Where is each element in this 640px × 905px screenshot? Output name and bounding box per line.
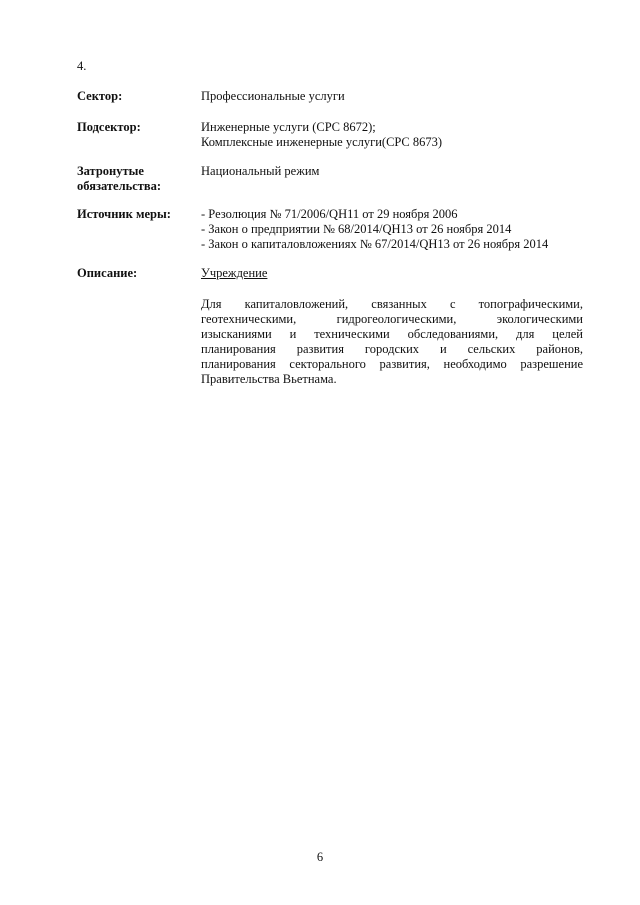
description-heading-wrap: [201, 266, 583, 281]
description-paragraph: [201, 297, 583, 387]
description-heading: Учреждение: [201, 266, 268, 280]
subsector-label: Подсектор:: [77, 120, 141, 134]
measure-source-line: - Закон о предприятии № 68/2014/QH13 от 26 ноября 2014: [201, 222, 512, 236]
sector-label: Сектор:: [77, 89, 123, 103]
measure-source-value: [201, 207, 583, 252]
description-line: геотехническими, гидрогеологическими, экологическими: [201, 312, 583, 326]
subsector-value: [201, 120, 583, 150]
description-line: планирования развития городских и сельских районов,: [201, 342, 583, 356]
sector-value-text: Профессиональные услуги: [201, 89, 345, 103]
measure-source-line: - Резолюция № 71/2006/QH11 от 29 ноября 2006: [201, 207, 458, 221]
subsector-line: Инженерные услуги (CPC 8672);: [201, 120, 376, 134]
sector-value: [201, 89, 583, 104]
obligations-label-line: обязательства:: [77, 179, 162, 193]
obligations-value-text: Национальный режим: [201, 164, 320, 178]
subsector-line: Комплексные инженерные услуги(CPC 8673): [201, 135, 443, 149]
obligations-value: [201, 164, 583, 179]
page-number: 6: [316, 850, 324, 864]
description-line: изысканиями и техническими обследованиями, для целей: [201, 327, 583, 341]
description-line: Правительства Вьетнама.: [201, 372, 337, 386]
measure-source-label: Источник меры:: [77, 207, 171, 221]
obligations-label: [77, 164, 195, 194]
obligations-label-line: Затронутые: [77, 164, 144, 178]
item-number: 4.: [77, 59, 87, 73]
description-line: планирования секторального развития, необходимо разрешение: [201, 357, 583, 371]
description-line: Для капиталовложений, связанных с топографическими,: [201, 297, 583, 311]
description-label: Описание:: [77, 266, 138, 280]
measure-source-line: - Закон о капиталовложениях № 67/2014/QH13 от 26 ноября 2014: [201, 237, 549, 251]
